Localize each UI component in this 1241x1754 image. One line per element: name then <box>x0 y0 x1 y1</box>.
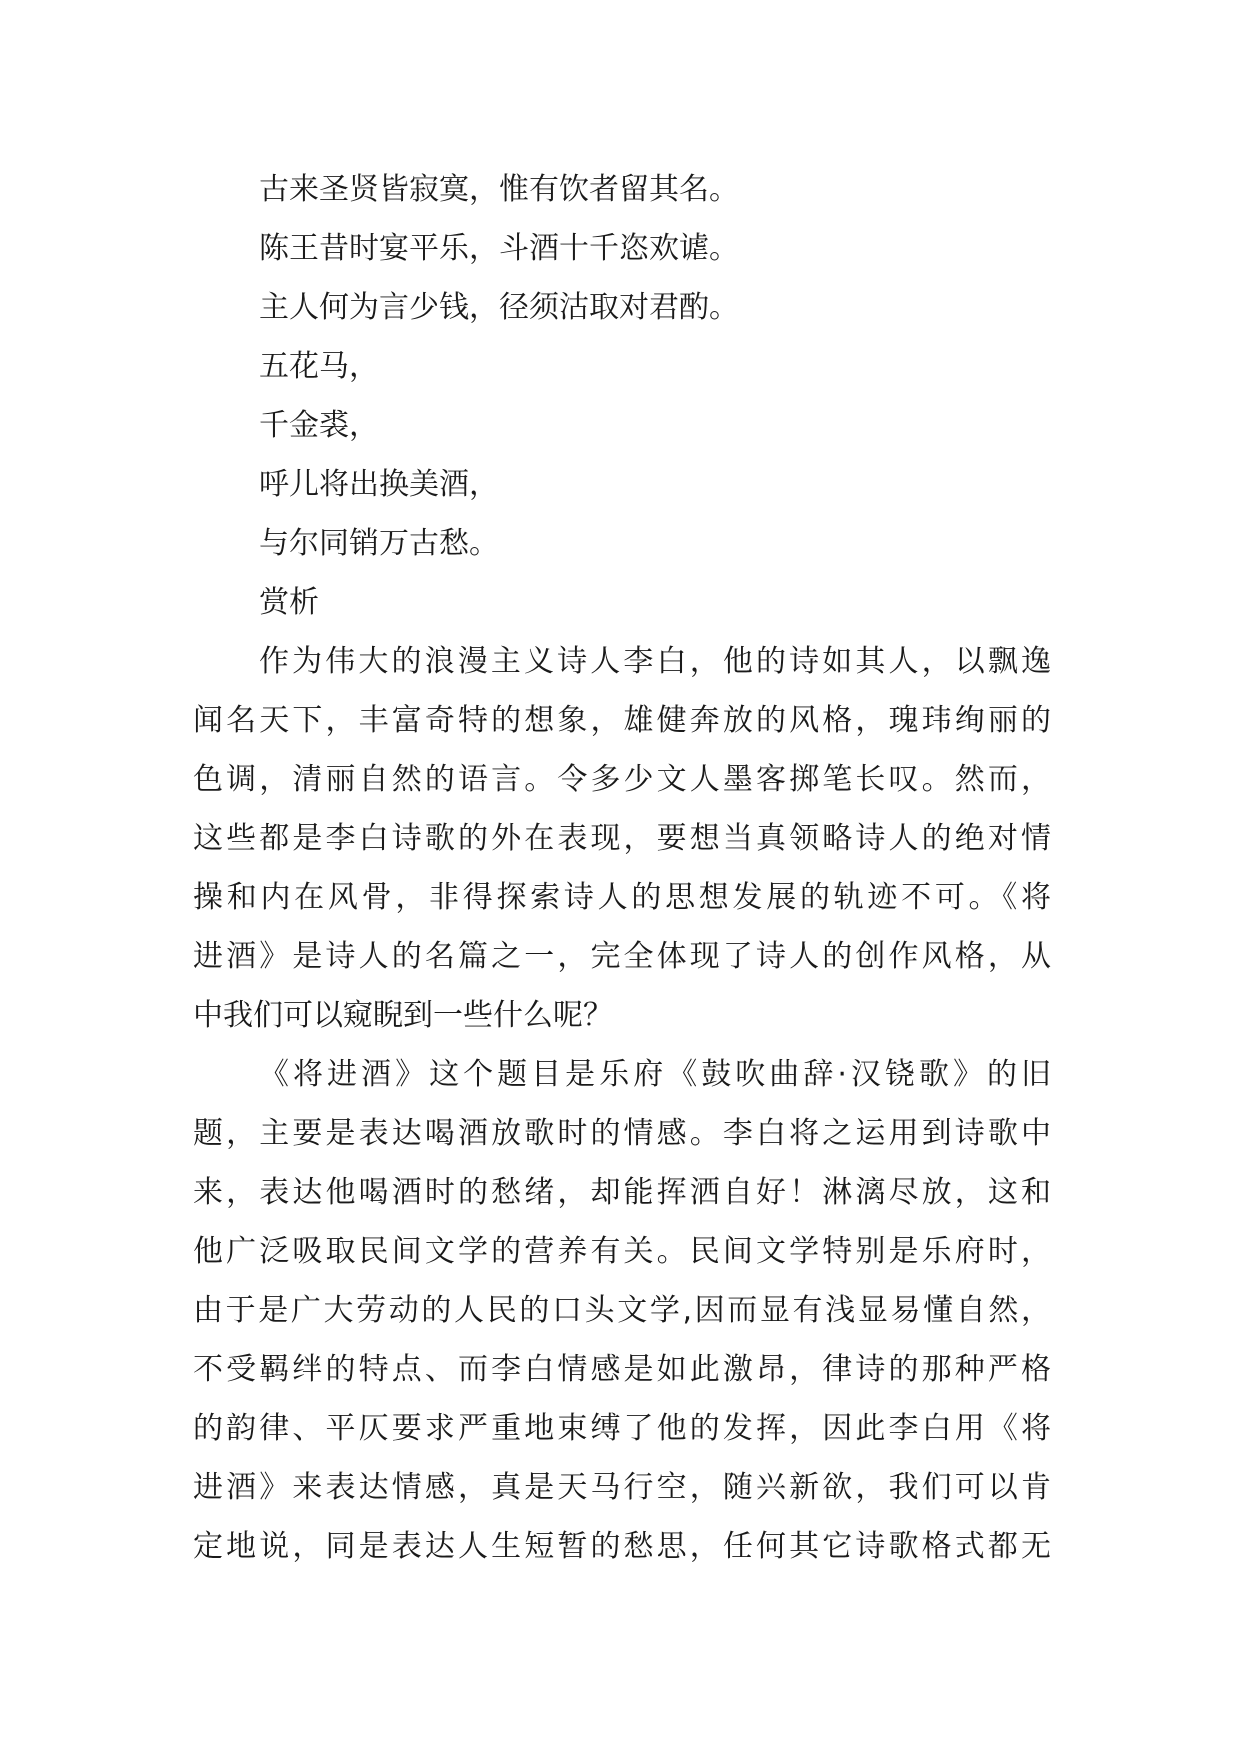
verse-line: 千金裘， <box>259 408 379 443</box>
verse-line: 呼儿将出换美酒， <box>259 467 499 502</box>
verse-line: 陈王昔时宴平乐，斗酒十千恣欢谑。 <box>259 231 739 266</box>
paragraph-line: 作为伟大的浪漫主义诗人李白，他的诗如其人，以飘逸 <box>259 644 1051 679</box>
paragraph-line: 这些都是李白诗歌的外在表现，要想当真领略诗人的绝对情 <box>193 821 1051 856</box>
paragraph-line: 来，表达他喝酒时的愁绪，却能挥洒自好！淋漓尽放，这和 <box>193 1175 1051 1210</box>
paragraph-line: 操和内在风骨，非得探索诗人的思想发展的轨迹不可。《将 <box>193 880 1051 915</box>
paragraph-line: 中我们可以窥睨到一些什么呢？ <box>193 998 613 1033</box>
paragraph-line: 进酒》来表达情感，真是天马行空，随兴新欲，我们可以肯 <box>193 1470 1051 1505</box>
paragraph-line: 不受羁绊的特点、而李白情感是如此激昂，律诗的那种严格 <box>193 1352 1051 1387</box>
verse-line: 主人何为言少钱，径须沽取对君酌。 <box>259 290 739 325</box>
paragraph <box>193 1045 1051 1576</box>
paragraph-line: 色调，清丽自然的语言。令多少文人墨客掷笔长叹。然而， <box>193 762 1051 797</box>
paragraph-line: 定地说，同是表达人生短暂的愁思，任何其它诗歌格式都无 <box>193 1529 1051 1564</box>
poem-verses <box>193 160 1051 573</box>
paragraph-line: 由于是广大劳动的人民的口头文学,因而显有浅显易懂自然， <box>193 1293 1051 1328</box>
verse-line: 与尔同销万古愁。 <box>259 526 499 561</box>
paragraph-line: 的韵律、平仄要求严重地束缚了他的发挥，因此李白用《将 <box>193 1411 1051 1446</box>
verse-line: 古来圣贤皆寂寞，惟有饮者留其名。 <box>259 172 739 207</box>
section-heading: 赏析 <box>259 585 319 620</box>
paragraph-line: 进酒》是诗人的名篇之一，完全体现了诗人的创作风格，从 <box>193 939 1051 974</box>
paragraph-line: 闻名天下，丰富奇特的想象，雄健奔放的风格，瑰玮绚丽的 <box>193 703 1051 738</box>
paragraph <box>193 632 1051 1045</box>
paragraph-line: 《将进酒》这个题目是乐府《鼓吹曲辞·汉铙歌》的旧 <box>259 1057 1051 1092</box>
verse-line: 五花马， <box>259 349 379 384</box>
document-body <box>193 160 1051 1576</box>
paragraph-line: 他广泛吸取民间文学的营养有关。民间文学特别是乐府时， <box>193 1234 1051 1269</box>
paragraph-line: 题，主要是表达喝酒放歌时的情感。李白将之运用到诗歌中 <box>193 1116 1051 1151</box>
